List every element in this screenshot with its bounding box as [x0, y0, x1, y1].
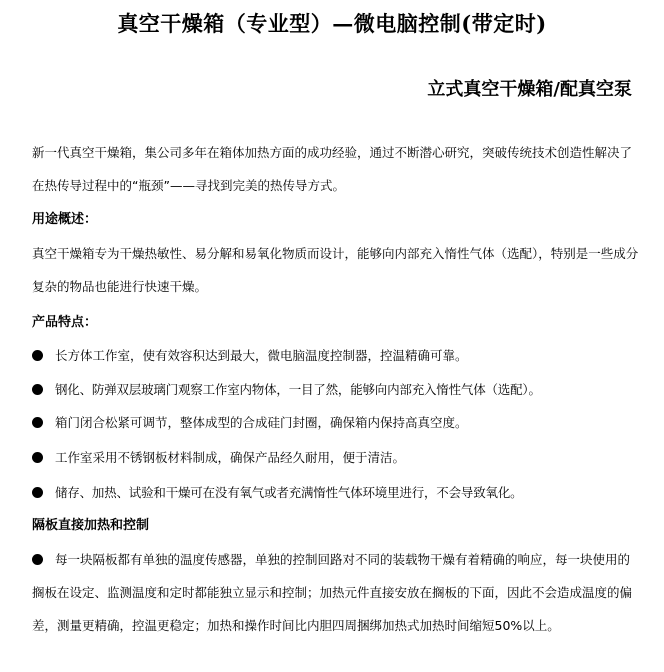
feature-text: 钢化、防弹双层玻璃门观察工作室内物体，一目了然，能够向内部充入惰性气体（选配）。: [55, 382, 541, 397]
shelf-heating-paragraph: [32, 543, 640, 642]
feature-text: 工作室采用不锈钢板材料制成，确保产品经久耐用，便于清洁。: [55, 450, 406, 465]
page-subtitle: 立式真空干燥箱/配真空泵: [427, 79, 632, 100]
shelf-heating-heading: 隔板直接加热和控制: [32, 518, 150, 533]
bullet-icon: [32, 554, 43, 565]
bullet-icon: [32, 417, 43, 428]
usage-paragraph: 真空干燥箱专为干燥热敏性、易分解和易氧化物质而设计，能够向内部充入惰性气体（选配），特别是一些成分复杂的物品也能进行快速干燥。: [32, 246, 639, 294]
feature-item: [32, 476, 640, 509]
bullet-icon: [32, 487, 43, 498]
bullet-icon: [32, 384, 43, 395]
feature-item: [32, 441, 640, 474]
intro-paragraph: 新一代真空干燥箱，集公司多年在箱体加热方面的成功经验，通过不断潜心研究，突破传统技术创造性解决了在热传导过程中的“瓶颈”——寻找到完美的热传导方式。: [32, 145, 633, 193]
bullet-icon: [32, 350, 43, 361]
shelf-heating-text: 每一块隔板都有单独的温度传感器，单独的控制回路对不同的装载物干燥有着精确的响应，每一块使用的搁板在设定、监测温度和定时都能独立显示和控制；加热元件直接安放在搁板的下面，因此不会造成温度的偏差，测量更精确，控温更稳定；加热和操作时间比内胆四周捆绑加热式加热时间缩短50%以上。: [32, 552, 633, 633]
feature-text: 长方体工作室，使有效容积达到最大，微电脑温度控制器，控温精确可靠。: [55, 348, 468, 363]
feature-item: [32, 339, 640, 372]
feature-item: [32, 373, 640, 406]
usage-heading: 用途概述：: [32, 212, 98, 227]
bullet-icon: [32, 452, 43, 463]
feature-text: 储存、加热、试验和干燥可在没有氧气或者充满惰性气体环境里进行，不会导致氧化。: [55, 485, 523, 500]
feature-text: 箱门闭合松紧可调节，整体成型的合成硅门封圈，确保箱内保持高真空度。: [55, 415, 468, 430]
features-heading: 产品特点：: [32, 315, 98, 330]
page-title: 真空干燥箱（专业型）—微电脑控制(带定时): [117, 11, 547, 36]
feature-item: [32, 406, 640, 439]
